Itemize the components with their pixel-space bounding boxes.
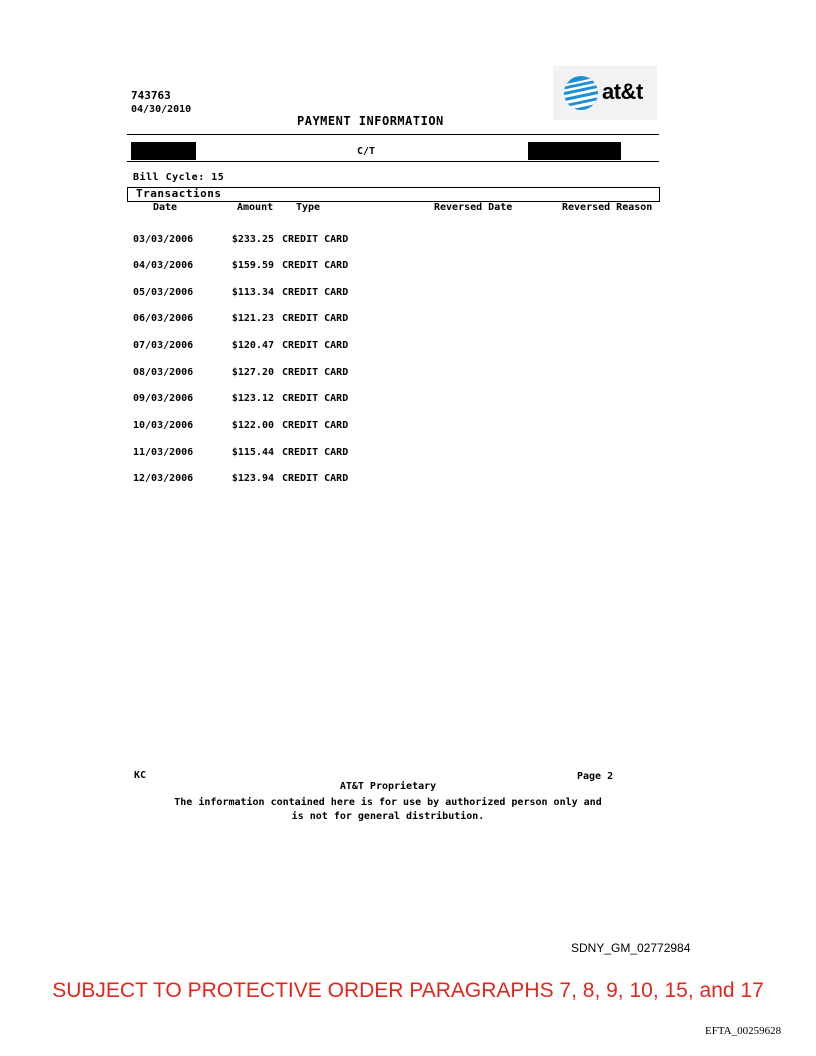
confidentiality-notice-line-1: The information contained here is for use by authorized person only and [174, 797, 602, 808]
row-amount: $123.12 [231, 393, 274, 404]
transactions-section-label: Transactions [136, 187, 222, 200]
row-date: 06/03/2006 [133, 313, 194, 324]
center-code: C/T [357, 146, 376, 157]
row-type: CREDIT CARD [282, 447, 349, 458]
table-row [0, 420, 816, 434]
page-number: Page 2 [577, 771, 614, 782]
row-date: 05/03/2006 [133, 287, 194, 298]
row-type: CREDIT CARD [282, 367, 349, 378]
row-type: CREDIT CARD [282, 287, 349, 298]
table-row [0, 260, 816, 274]
row-amount: $120.47 [231, 340, 274, 351]
account-number: 743763 [131, 89, 171, 102]
row-amount: $113.34 [231, 287, 274, 298]
table-row [0, 234, 816, 248]
row-date: 08/03/2006 [133, 367, 194, 378]
row-type: CREDIT CARD [282, 340, 349, 351]
protective-order-stamp: SUBJECT TO PROTECTIVE ORDER PARAGRAPHS 7, 8, 9, 10, 15, and 17 [52, 979, 764, 1002]
header-rule-top [127, 134, 659, 135]
table-row [0, 447, 816, 461]
row-type: CREDIT CARD [282, 420, 349, 431]
header-rule-bottom [127, 161, 659, 162]
row-date: 09/03/2006 [133, 393, 194, 404]
confidentiality-notice-line-2: is not for general distribution. [291, 811, 485, 822]
row-type: CREDIT CARD [282, 313, 349, 324]
row-amount: $159.59 [231, 260, 274, 271]
row-date: 11/03/2006 [133, 447, 194, 458]
logo-wordmark: at&t [602, 79, 643, 104]
row-type: CREDIT CARD [282, 473, 349, 484]
bates-number: SDNY_GM_02772984 [571, 941, 691, 955]
row-amount: $115.44 [231, 447, 274, 458]
report-date: 04/30/2010 [131, 104, 192, 115]
table-row [0, 367, 816, 381]
table-row [0, 313, 816, 327]
row-type: CREDIT CARD [282, 393, 349, 404]
row-date: 07/03/2006 [133, 340, 194, 351]
row-type: CREDIT CARD [282, 260, 349, 271]
redaction-block-right [528, 142, 621, 160]
transactions-section-box [127, 187, 660, 202]
footer-initials: KC [134, 770, 147, 781]
column-header-amount: Amount [237, 202, 274, 213]
table-row [0, 287, 816, 301]
table-row [0, 340, 816, 354]
att-logo [553, 66, 657, 120]
page-title: PAYMENT INFORMATION [297, 114, 444, 128]
att-globe-icon [561, 73, 601, 113]
row-amount: $233.25 [231, 234, 274, 245]
row-amount: $122.00 [231, 420, 274, 431]
proprietary-label: AT&T Proprietary [339, 781, 437, 792]
row-amount: $127.20 [231, 367, 274, 378]
row-date: 12/03/2006 [133, 473, 194, 484]
row-date: 10/03/2006 [133, 420, 194, 431]
redaction-block-left [131, 142, 196, 160]
document-header-ids [131, 89, 191, 117]
column-header-date: Date [153, 202, 178, 213]
row-amount: $121.23 [231, 313, 274, 324]
row-amount: $123.94 [231, 473, 274, 484]
bill-cycle: Bill Cycle: 15 [133, 172, 225, 183]
row-date: 03/03/2006 [133, 234, 194, 245]
row-date: 04/03/2006 [133, 260, 194, 271]
column-header-reversed-reason: Reversed Reason [562, 202, 653, 213]
column-header-type: Type [296, 202, 321, 213]
table-row [0, 473, 816, 487]
table-row [0, 393, 816, 407]
column-header-reversed-date: Reversed Date [434, 202, 513, 213]
efta-number: EFTA_00259628 [705, 1025, 782, 1037]
row-type: CREDIT CARD [282, 234, 349, 245]
